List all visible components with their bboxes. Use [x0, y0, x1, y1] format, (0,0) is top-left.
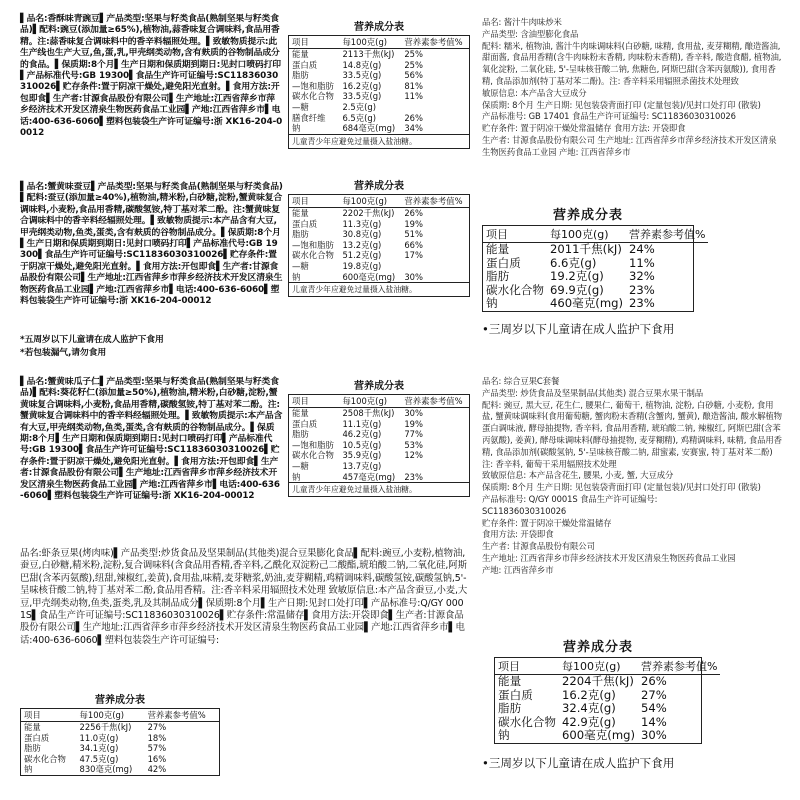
nutrition-row — [483, 257, 708, 271]
nutrient-nrv: 11% — [404, 91, 423, 102]
child-warning: •三周岁以下儿童请在成人监护下食用 — [482, 756, 675, 770]
nutrition-table-1 — [288, 18, 470, 149]
col-item: 项目 — [289, 395, 339, 408]
nutrient-amount: 33.5克(g) — [342, 91, 382, 102]
nutrient-name: —糖 — [292, 260, 309, 271]
nutrient-amount: 2011千焦(kJ) — [549, 242, 622, 256]
nutrition-row — [289, 208, 469, 219]
nutrition-row — [289, 229, 469, 240]
nutrient-name: 钠 — [486, 296, 498, 311]
nutrition-table-5 — [482, 204, 706, 312]
nutrition-row — [21, 764, 219, 775]
nutrient-name: 钠 — [292, 123, 301, 134]
nutrition-row — [21, 743, 219, 754]
nutrient-nrv: 12% — [404, 450, 423, 461]
nutrient-amount: 13.7克(g) — [342, 460, 382, 471]
col-per100: 每100克(g) — [76, 709, 144, 722]
nutrient-amount: 34.1克(g) — [79, 743, 119, 754]
nutrient-name: 脂肪 — [292, 70, 309, 81]
nutrient-name: 钠 — [24, 764, 33, 775]
nutrient-name: 能量 — [292, 208, 309, 218]
nutrient-name: 蛋白质 — [292, 59, 318, 70]
col-per100: 每100克(g) — [339, 195, 401, 208]
nutrition-row — [289, 113, 469, 124]
nutrient-nrv: 30% — [404, 408, 423, 418]
nutrient-nrv: 25% — [404, 49, 423, 59]
nutrition-row — [289, 440, 469, 451]
nutrition-row — [289, 419, 469, 430]
nutrition-title: 营养成分表 — [562, 640, 633, 655]
nutrient-nrv: 17% — [404, 250, 423, 261]
nutrient-name: 脂肪 — [486, 269, 510, 284]
nutrition-row — [483, 284, 708, 298]
nutrient-nrv: 26% — [641, 674, 667, 688]
nutrient-nrv: 27% — [641, 687, 667, 702]
nutrient-name: 碳水化合物 — [24, 753, 66, 764]
nutrient-amount: 11.1克(g) — [342, 418, 382, 429]
col-nrv: 营养素参考值% — [626, 226, 708, 243]
nutrient-amount: 10.5克(g) — [342, 439, 382, 450]
nutrition-row — [289, 272, 469, 283]
broad-beans-note-2: *若包装漏气,请勿食用 — [20, 348, 107, 358]
product-label-sunflower-kernels: ▌品名:蟹黄味瓜子仁▌产品类型:坚果与籽类食品(熟制坚果与籽类食品)▌配料:葵花籽仁(添加量≥50%),植物油,精米粉,白砂糖,淀粉,蟹黄味复合调味料,小麦粉,食品用香精,碳酸氢铵,特丁基对苯二酚。注:蟹黄味复合调味料中的香辛料经辐照处理。▌致敏物质提示:本产品含有大豆,甲壳纲类动物,鱼类,蛋类,含有麸质的谷物制品成分。▌保质期:8个月▌生产日期和保质期到期日:见封口喷码打印▌产品标准代号:GB 19300▌食品生产许可证编号:SC11836030310026▌贮存条件:置于阴凉干燥处,避免阳光直射。▌食用方法:开包即食▌生产者:甘源食品股份有限公司▌生产地址:江西省萍乡市萍乡经济技术开发区清泉生物医药食品工业园▌产地:江西省萍乡市▌电话:400-636-6060▌塑料包装袋生产许可证编号:浙 XK16-204-00012 — [20, 377, 283, 502]
nutrient-name: —糖 — [292, 460, 309, 471]
nutrient-nrv: 23% — [629, 296, 655, 311]
nutrition-row — [483, 297, 708, 311]
nutrient-amount: 46.2克(g) — [342, 429, 382, 440]
nutrient-amount: 16.2克(g) — [342, 80, 382, 91]
broad-beans-note-1: *五周岁以下儿童请在成人监护下食用 — [20, 335, 164, 345]
nutrient-name: 碳水化合物 — [486, 282, 544, 297]
nutrient-amount: 600毫克(mg) — [561, 728, 636, 743]
nutrient-name: 脂肪 — [292, 429, 309, 440]
nutrition-row — [289, 472, 469, 483]
nutrition-footer: 儿童青少年应避免过量摄入盐油糖。 — [289, 482, 469, 496]
nutrition-row — [21, 722, 219, 733]
nutrition-table-6 — [494, 636, 718, 744]
nutrient-amount: 51.2克(g) — [342, 250, 382, 261]
nutrition-row — [289, 49, 469, 60]
nutrition-row — [289, 450, 469, 461]
nutrient-amount: 457毫克(mg) — [342, 471, 396, 482]
nutrition-title: 营养成分表 — [354, 381, 404, 392]
nutrition-footer: 儿童青少年应避免过量摄入盐油糖。 — [289, 282, 469, 296]
nutrition-row — [289, 461, 469, 472]
nutrient-amount: 47.5克(g) — [79, 753, 119, 764]
nutrient-amount: 30.8克(g) — [342, 229, 382, 240]
nutrient-amount: 600毫克(mg) — [342, 271, 396, 282]
nutrient-name: —饱和脂肪 — [292, 439, 334, 450]
nutrient-name: 蛋白质 — [24, 732, 50, 743]
nutrient-name: —饱和脂肪 — [292, 80, 334, 91]
nutrient-amount: 16.2克(g) — [561, 687, 616, 702]
col-nrv: 营养素参考值% — [401, 36, 469, 49]
nutrient-nrv: 56% — [404, 70, 423, 81]
nutrient-nrv: 66% — [404, 239, 423, 250]
nutrient-nrv — [401, 261, 469, 272]
nutrition-row — [289, 240, 469, 251]
nutrient-nrv: 24% — [629, 242, 655, 256]
product-label-green-peas: ▌品名:香酥味青豌豆▌产品类型:坚果与籽类食品(熟制坚果与籽类食品)▌配料:豌豆(添加量≥65%),植物油,蒜香味复合调味料,食品用香精。注:蒜香味复合调味料中的香辛料辐照处理。▌致敏物质提示:此生产线也生产大豆,鱼,蛋,乳,甲壳纲类动物,含有麸质的谷物制品成分的食品。▌保质期:8个月▌生产日期和保质期到期日:见封口喷码打印▌产品标准代号:GB 19300▌食品生产许可证编号:SC11836030310026▌贮存条件:置于阴凉干燥处,避免阳光直射。▌食用方法:开包即食▌生产者:甘源食品股份有限公司▌生产地址:江西省萍乡市萍乡经济技术开发区清泉生物医药食品工业园▌产地:江西省萍乡市▌电话:400-636-6060▌塑料包装袋生产许可证编号:浙 XK16-204-00012 — [20, 14, 283, 139]
nutrient-nrv — [401, 461, 469, 472]
col-nrv: 营养素参考值% — [638, 658, 720, 675]
nutrient-amount: 19.8克(g) — [342, 260, 382, 271]
nutrition-row — [289, 408, 469, 419]
nutrient-name: 能量 — [292, 408, 309, 418]
nutrient-nrv: 23% — [404, 471, 423, 482]
col-per100: 每100克(g) — [339, 395, 401, 408]
nutrient-amount: 13.2克(g) — [342, 239, 382, 250]
nutrient-nrv: 23% — [629, 282, 655, 297]
col-item: 项目 — [289, 195, 339, 208]
nutrient-amount: 33.5克(g) — [342, 70, 382, 81]
nutrient-amount: 42.9克(g) — [561, 714, 616, 729]
nutrient-nrv: 54% — [641, 701, 667, 716]
nutrient-amount: 35.9克(g) — [342, 450, 382, 461]
nutrition-row — [289, 60, 469, 71]
nutrient-name: 蛋白质 — [292, 218, 318, 229]
nutrient-name: 碳水化合物 — [292, 450, 334, 461]
nutrient-nrv: 25% — [404, 59, 423, 70]
nutrient-amount: 14.8克(g) — [342, 59, 382, 70]
nutrition-row — [495, 716, 720, 730]
nutrient-nrv: 81% — [404, 80, 423, 91]
nutrient-nrv: 16% — [147, 753, 167, 764]
nutrient-amount: 684毫克(mg) — [342, 123, 396, 134]
nutrient-name: 碳水化合物 — [498, 714, 556, 729]
col-per100: 每100克(g) — [339, 36, 401, 49]
nutrient-amount: 830毫克(mg) — [79, 764, 133, 775]
nutrient-name: 钠 — [292, 271, 301, 282]
nutrition-title: 营养成分表 — [552, 208, 623, 223]
nutrient-name: 蛋白质 — [486, 255, 521, 270]
nutrition-row — [21, 733, 219, 744]
nutrition-row — [483, 270, 708, 284]
col-item: 项目 — [289, 36, 339, 49]
col-item: 项目 — [21, 709, 76, 722]
nutrition-row — [289, 91, 469, 102]
nutrient-nrv: 27% — [147, 722, 167, 732]
nutrient-name: —饱和脂肪 — [292, 239, 334, 250]
nutrition-row — [289, 250, 469, 261]
nutrient-nrv: 51% — [404, 229, 423, 240]
nutrition-row — [289, 219, 469, 230]
nutrient-nrv — [401, 102, 469, 113]
col-nrv: 营养素参考值% — [401, 395, 469, 408]
nutrient-amount: 460毫克(mg) — [549, 296, 624, 311]
nutrient-name: 脂肪 — [292, 229, 309, 240]
nutrient-amount: 6.6克(g) — [549, 255, 597, 270]
nutrient-name: 脂肪 — [24, 743, 41, 754]
nutrient-nrv: 30% — [641, 728, 667, 743]
nutrient-nrv: 34% — [404, 123, 423, 134]
nutrient-amount: 2202千焦(kJ) — [342, 208, 395, 218]
nutrient-amount: 6.5克(g) — [342, 112, 376, 123]
nutrient-name: 蛋白质 — [292, 418, 318, 429]
nutrient-amount: 19.2克(g) — [549, 269, 604, 284]
nutrient-name: 能量 — [498, 674, 522, 688]
nutrition-row — [21, 754, 219, 765]
nutrient-nrv: 14% — [641, 714, 667, 729]
nutrient-nrv: 19% — [404, 418, 423, 429]
nutrient-name: 能量 — [24, 722, 41, 732]
nutrient-nrv: 26% — [404, 112, 423, 123]
nutrient-nrv: 26% — [404, 208, 423, 218]
nutrient-name: 膳食纤维 — [292, 112, 326, 123]
nutrition-row — [289, 102, 469, 113]
nutrient-amount: 2256千焦(kJ) — [79, 722, 132, 732]
nutrition-table-4 — [20, 691, 220, 776]
nutrient-amount: 2508千焦(kJ) — [342, 408, 395, 418]
nutrition-row — [289, 261, 469, 272]
nutrient-nrv: 77% — [404, 429, 423, 440]
col-item: 项目 — [495, 658, 559, 675]
col-item: 项目 — [483, 226, 547, 243]
nutrient-amount: 69.9克(g) — [549, 282, 604, 297]
nutrition-footer: 儿童青少年应避免过量摄入盐油糖。 — [289, 134, 469, 148]
nutrient-nrv: 19% — [404, 218, 423, 229]
nutrition-title: 营养成分表 — [354, 22, 404, 33]
col-nrv: 营养素参考值% — [145, 709, 219, 722]
nutrient-name: 能量 — [292, 49, 309, 59]
nutrition-row — [289, 123, 469, 134]
nutrient-amount: 2.5克(g) — [342, 101, 376, 112]
nutrition-row — [483, 243, 708, 257]
nutrient-nrv: 57% — [147, 743, 167, 754]
nutrition-row — [495, 675, 720, 689]
product-label-broad-beans: ▌品名:蟹黄味蚕豆▌产品类型:坚果与籽类食品(熟制坚果与籽类食品)▌配料:蚕豆(添加量≥40%),植物油,精米粉,白砂糖,淀粉,蟹黄味复合调味料,小麦粉,食品用香精,碳酸氢铵,特丁基对苯二酚。注:蟹黄味复合调味料中的香辛料经辐照处理。▌致敏物质提示:本产品含有大豆,甲壳纲类动物,鱼类,蛋类,含有麸质的谷物制品成分。▌保质期:8个月▌生产日期和保质期到期日:见封口喷码打印▌产品标准代号:GB 19300▌食品生产许可证编号:SC11836030310026▌贮存条件:置于阴凉干燥处,避免阳光直射。▌食用方法:开包即食▌生产者:甘源食品股份有限公司▌生产地址:江西省萍乡市萍乡经济技术开发区清泉生物医药食品工业园▌产地:江西省萍乡市▌电话:400-636-6060▌塑料包装袋生产许可证编号:浙 XK16-204-00012 — [20, 182, 283, 307]
nutrient-nrv: 30% — [404, 271, 423, 282]
nutrition-row — [289, 429, 469, 440]
col-per100: 每100克(g) — [559, 658, 638, 675]
nutrient-nrv: 42% — [147, 764, 167, 775]
nutrition-row — [495, 689, 720, 703]
nutrient-name: 钠 — [292, 471, 301, 482]
product-label-shrimp-beans: 品名:虾条豆果(烤肉味)▌产品类型:炒货食品及坚果制品(其他类)混合豆果膨化食品▌配料:豌豆,小麦粉,植物油,蚕豆,白砂糖,精米粉,淀粉,复合调味料(含食品用香精,香辛料,乙酰化双淀粉己二酸酯,琥珀酸二钠,二氧化硅,阿斯巴甜(含苯丙氨酸),纽甜,辣椒红,姜黄),食用盐,味精,麦芽糖浆,奶油,麦芽糊精,鸡精调味料,碳酸氢铵,碳酸氢钠,5'-呈味核苷酸二钠,特丁基对苯二酚,食品用香精。注:香辛料采用辐照技术处理 致敏原信息:本产品含蚕豆,小麦,大豆,甲壳纲类动物,鱼类,蛋类,乳及其制品成分▌保质期:8个月▌生产日期:见封口处打印▌产品标准号:Q/GY 0001S▌食品生产许可证编号:SC11836030310026▌贮存条件:常温储存▌食用方法:开袋即食▌生产者:甘源食品股份有限公司▌生产地址:江西省萍乡市萍乡经济技术开发区清泉生物医药食品工业园▌产地:江西省萍乡市▌电话:400-636-6060▌塑料包装袋生产许可证编号: — [20, 548, 468, 646]
nutrient-amount: 11.0克(g) — [79, 732, 119, 743]
nutrition-row — [495, 702, 720, 716]
product-label-mixed-beans: 品名: 综合豆果C套餐 产品类型: 炒货食品及坚果制品(其他类) 混合豆果水果干制品 配料: 豌豆, 黑大豆, 花生仁, 腰果仁, 葡萄干, 植物油, 淀粉, 白砂糖, 小麦粉, 食用盐, 蟹黄味调味料(食用葡萄糖, 蟹肉粉末香精(含蟹肉, 蟹黄), 酿造酱油, 酸水解植物蛋白调味液, 酵母抽提物, 香辛料, 食品用香精, 琥珀酸二钠, 辣椒红, 阿斯巴甜(含苯丙氨酸), 姜黄), 酵母味调味料(酵母抽提物, 麦芽糊精), 鸡精调味料, 味精, 食品用香精, 食品添加剂(碳酸氢钠, 5'-呈味核苷酸二钠, 甜蜜素, 安赛蜜, 特丁基对苯二酚) 注: 香辛料, 葡萄干采用辐照技术处理 致敏原信息: 本产品含花生, 腰果, 小麦, 蟹, 大豆成分 保质期: 8个月 生产日期: 见包装袋背面打印 (定量包装)/见封口处打印 (散装) 产品标准号: Q/GY 0001S 食品生产许可证编号: SC11836030310026 贮存条件: 置于阴凉干燥处常温储存 食用方法: 开袋即食 生产者: 甘源食品股份有限公司 生产地址: 江西省萍乡市萍乡经济技术开发区清泉生物医药食品工业园 产地: 江西省萍乡市 — [482, 376, 782, 575]
nutrition-row — [289, 81, 469, 92]
nutrient-name: 脂肪 — [498, 701, 522, 716]
nutrient-amount: 32.4克(g) — [561, 701, 616, 716]
col-per100: 每100克(g) — [547, 226, 626, 243]
nutrition-title: 营养成分表 — [354, 181, 404, 192]
nutrient-name: 碳水化合物 — [292, 91, 334, 102]
nutrition-row — [495, 729, 720, 743]
product-label-beef-rice: 品名: 酱汁牛肉味炒米 产品类型: 含油型膨化食品 配料: 糯米, 植物油, 酱汁牛肉味调味料(白砂糖, 味精, 食用盐, 麦芽糊精, 酿造酱油, 甜面酱, 食品用香精(含牛肉味粉末香精, 肉味粉末香精), 香辛料, 酸造食醋, 植物油, 氧化淀粉, 二氧化硅, 5'-呈味核苷酸二钠, 焦糖色, 阿斯巴甜(含苯丙氨酸)), 食用香精, 食品添加剂(特丁基对苯二酚)。注: 香辛料采用辐照杀菌技术处理致 敏原信息: 本产品含大豆成分 保质期: 8个月 生产日期: 见包装袋背面打印 (定量包装)/见封口处打印 (散装) 产品标准号: GB 17401 食品生产许可证编号: SC11836030310026 贮存条件: 置于阴凉干燥处常温储存 食用方法: 开袋即食 生产者: 甘源食品股份有限公司 生产地址: 江西省萍乡市萍乡经济技术开发区清泉生物医药食品工业园 产地: 江西省萍乡市 — [482, 17, 782, 157]
nutrient-nrv: 53% — [404, 439, 423, 450]
nutrient-amount: 2204千焦(kJ) — [561, 674, 634, 688]
nutrient-amount: 11.3克(g) — [342, 218, 382, 229]
nutrition-table-3 — [288, 377, 470, 497]
nutrition-title: 营养成分表 — [95, 695, 145, 706]
nutrient-nrv: 32% — [629, 269, 655, 284]
nutrient-name: —糖 — [292, 101, 309, 112]
nutrient-nrv: 11% — [629, 255, 655, 270]
nutrition-table-2 — [288, 177, 470, 297]
nutrient-name: 钠 — [498, 728, 510, 743]
col-nrv: 营养素参考值% — [401, 195, 469, 208]
nutrient-name: 碳水化合物 — [292, 250, 334, 261]
nutrient-name: 蛋白质 — [498, 687, 533, 702]
child-warning: •三周岁以下儿童请在成人监护下食用 — [482, 322, 675, 336]
nutrient-amount: 2113千焦(kJ) — [342, 49, 395, 59]
nutrient-nrv: 18% — [147, 732, 167, 743]
nutrition-row — [289, 70, 469, 81]
nutrient-name: 能量 — [486, 242, 510, 256]
